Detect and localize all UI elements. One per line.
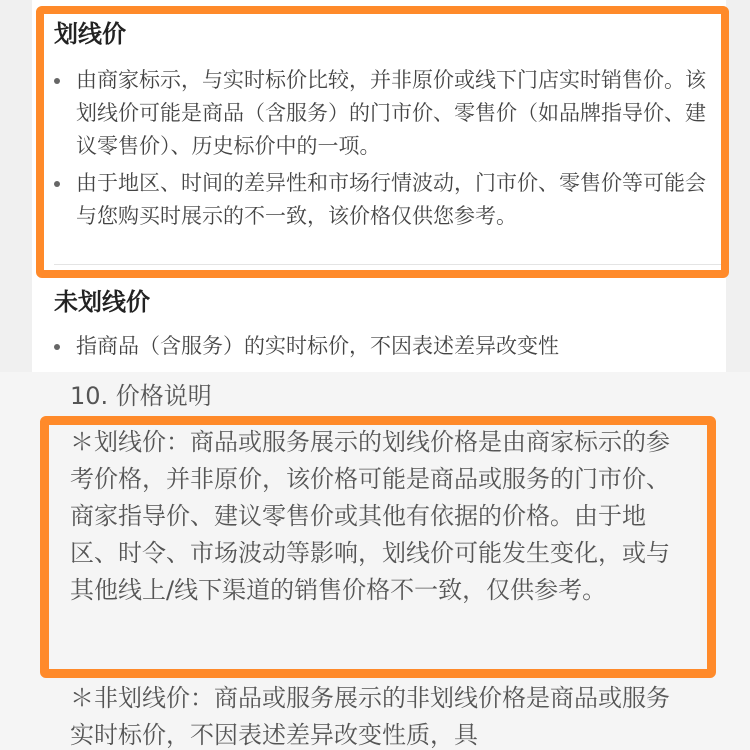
strikethrough-price-list — [54, 64, 710, 237]
list-item-text: 指商品（含服务）的实时标价，不因表述差异改变性 — [76, 334, 559, 358]
strikethrough-price-paragraph: ＊划线价：商品或服务展示的划线价格是由商家标示的参考价格，并非原价，该价格可能是商品或服务的门市价、商家指导价、建议零售价或其他有依据的价格。由于地区、时令、市场波动等影响，划线价可能发生变化，或与其他线上/线下渠道的销售价格不一致，仅供参考。 — [70, 428, 670, 604]
list-item-text: 由商家标示，与实时标价比较，并非原价或线下门店实时销售价。该划线价可能是商品（含服务）的门市价、零售价（如品牌指导价、建议零售价）、历史标价中的一项。 — [76, 68, 706, 158]
non-strikethrough-price-title: 未划线价 — [54, 288, 150, 316]
strikethrough-price-title: 划线价 — [54, 20, 126, 48]
top-screenshot-panel — [0, 0, 750, 372]
bottom-screenshot-panel — [0, 372, 750, 750]
bullet-dot-icon — [54, 78, 60, 84]
list-item — [54, 64, 710, 163]
list-item — [54, 167, 710, 233]
price-notes-heading: 10. 价格说明 — [70, 382, 212, 410]
list-item — [54, 330, 710, 363]
section-divider — [54, 264, 724, 265]
bullet-dot-icon — [54, 344, 60, 350]
non-strikethrough-price-paragraph: ＊非划线价：商品或服务展示的非划线价格是商品或服务实时标价，不因表述差异改变性质，具 — [70, 684, 670, 749]
bullet-dot-icon — [54, 181, 60, 187]
list-item-text: 由于地区、时间的差异性和市场行情波动，门市价、零售价等可能会与您购买时展示的不一致，该价格仅供您参考。 — [76, 171, 706, 228]
non-strikethrough-price-list — [54, 330, 710, 367]
